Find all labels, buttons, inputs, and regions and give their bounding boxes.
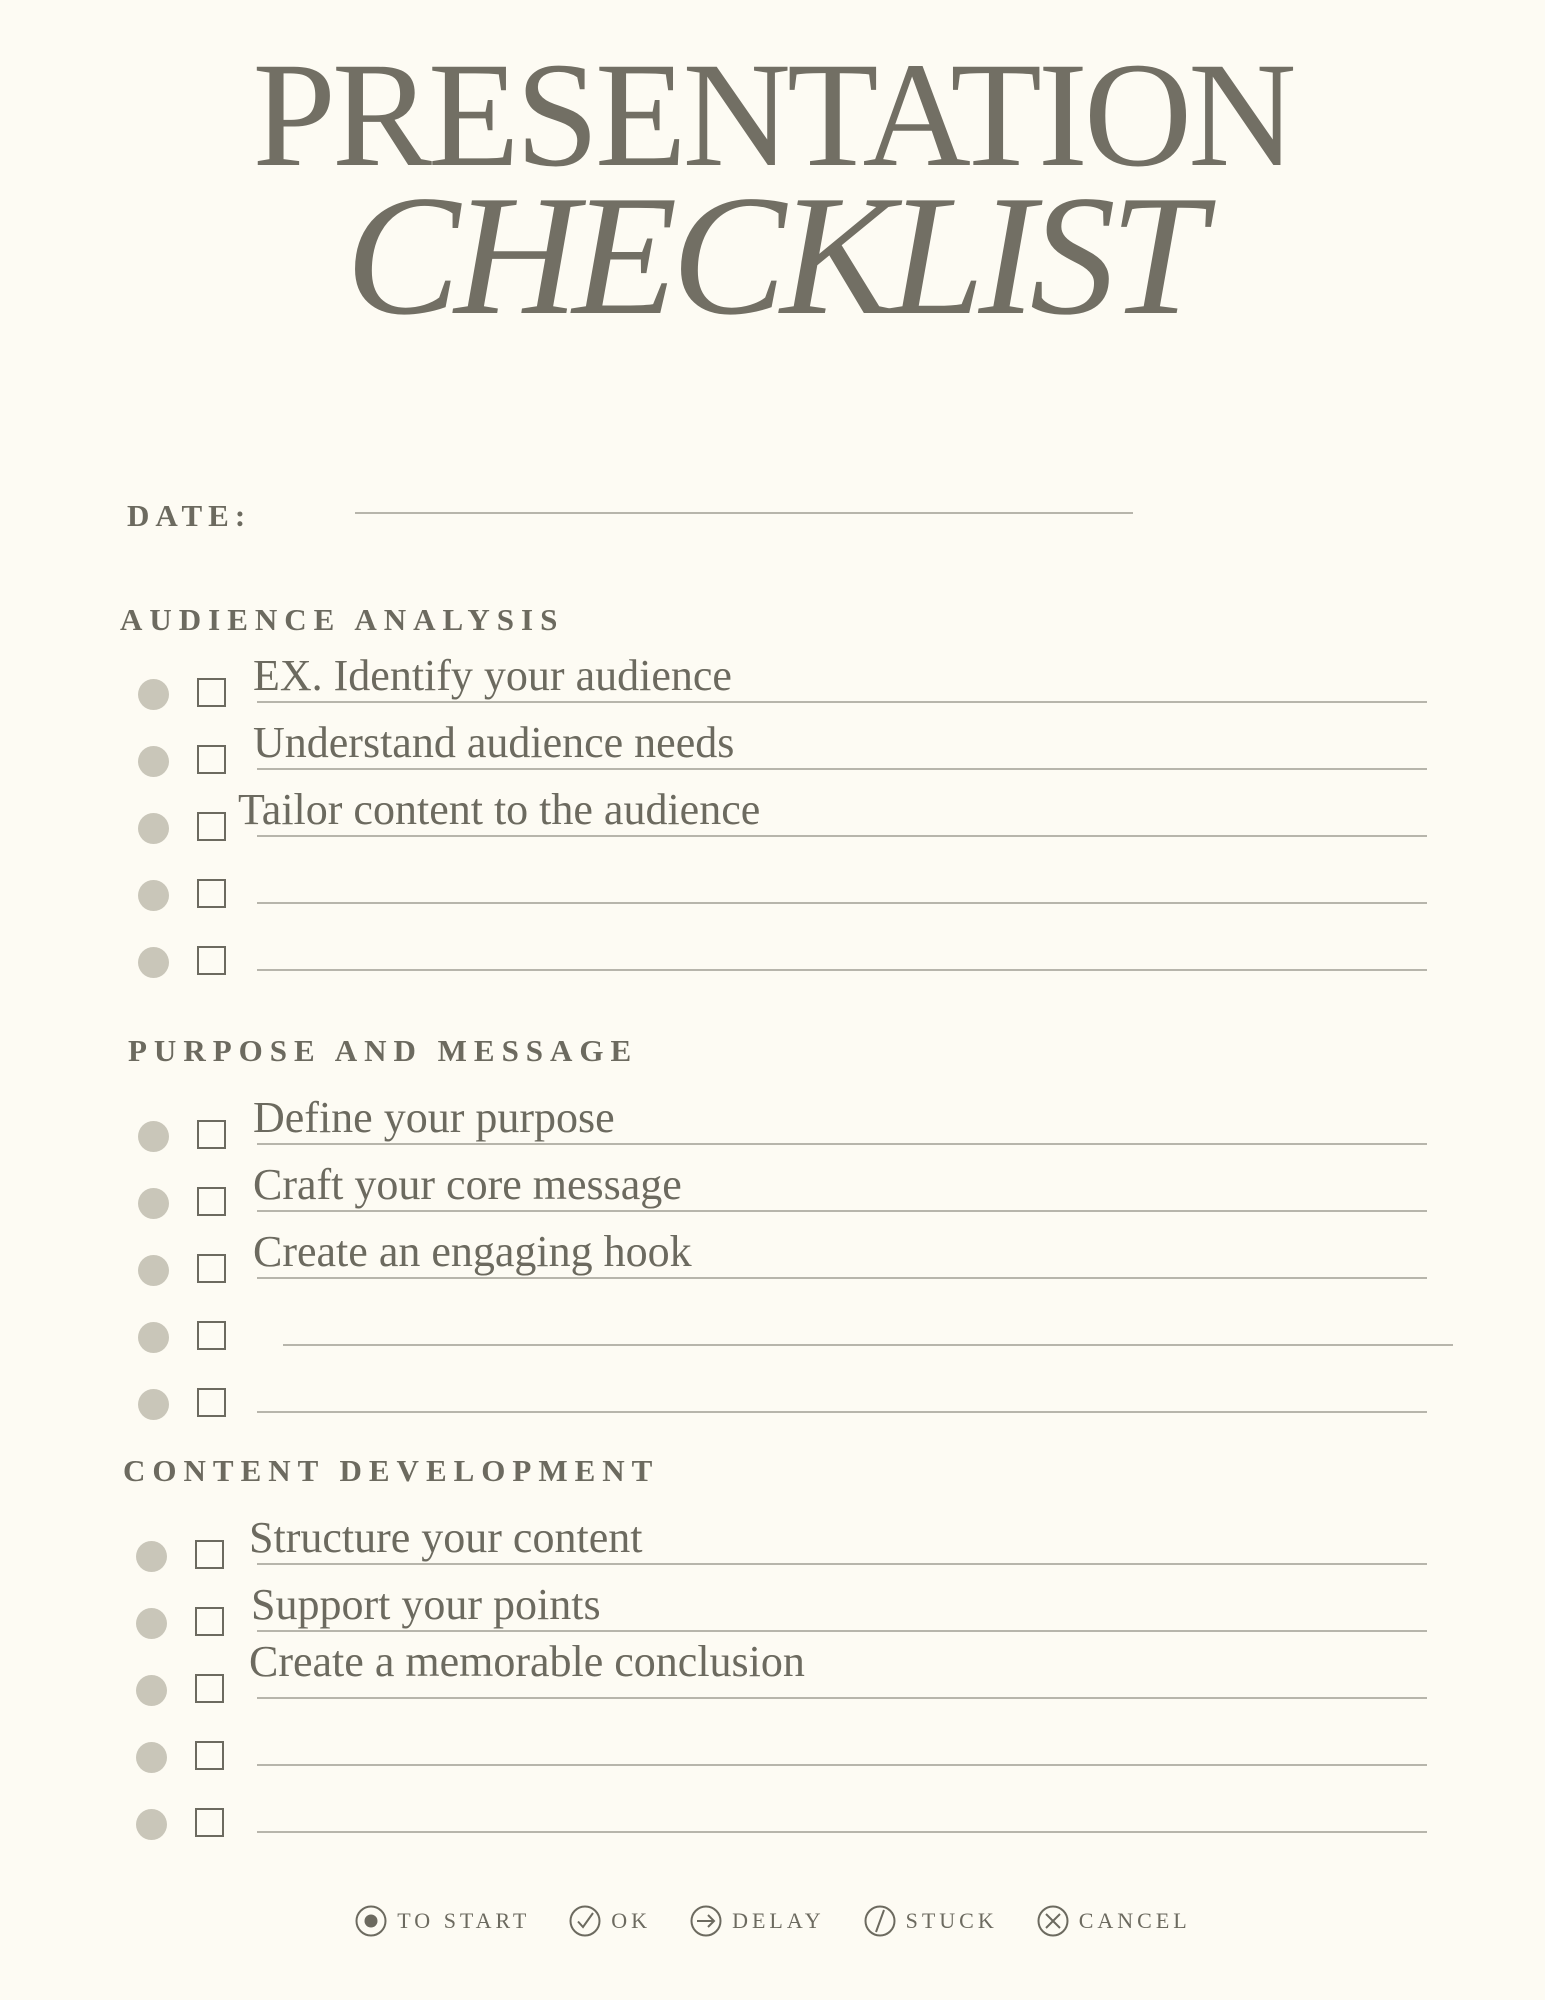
bullet-dot bbox=[138, 1255, 169, 1286]
legend-label: CANCEL bbox=[1078, 1908, 1191, 1933]
checkbox[interactable] bbox=[197, 812, 226, 841]
checklist-row bbox=[0, 718, 1545, 797]
task-text: Understand audience needs bbox=[253, 718, 735, 767]
legend-label: DELAY bbox=[732, 1908, 825, 1933]
task-text: EX. Identify your audience bbox=[253, 651, 732, 700]
bullet-dot bbox=[138, 1121, 169, 1152]
write-line[interactable] bbox=[283, 1344, 1453, 1346]
write-line[interactable] bbox=[257, 1210, 1427, 1212]
write-line[interactable] bbox=[257, 701, 1427, 703]
write-line[interactable] bbox=[257, 1143, 1427, 1145]
write-line[interactable] bbox=[257, 768, 1427, 770]
bullet-dot bbox=[138, 880, 169, 911]
task-text: Tailor content to the audience bbox=[238, 785, 761, 834]
checkbox[interactable] bbox=[195, 1808, 224, 1837]
checkbox[interactable] bbox=[197, 745, 226, 774]
title-line-1: PRESENTATION bbox=[252, 32, 1293, 198]
write-line[interactable] bbox=[257, 1764, 1427, 1766]
legend-item-delay bbox=[689, 1904, 825, 1938]
task-text: Support your points bbox=[251, 1580, 601, 1629]
bullet-dot bbox=[136, 1608, 167, 1639]
arrow-circle-icon bbox=[689, 1904, 723, 1938]
bullet-dot bbox=[138, 1389, 169, 1420]
checklist-row bbox=[0, 651, 1545, 730]
legend-item-stuck bbox=[863, 1904, 998, 1938]
checkbox[interactable] bbox=[195, 1540, 224, 1569]
status-legend bbox=[0, 1904, 1545, 1938]
bullet-dot bbox=[136, 1809, 167, 1840]
checklist-row bbox=[0, 1313, 1545, 1373]
x-circle-icon bbox=[1036, 1904, 1070, 1938]
checklist-row bbox=[0, 871, 1545, 931]
write-line[interactable] bbox=[257, 902, 1427, 904]
legend-label: OK bbox=[611, 1908, 652, 1933]
check-circle-icon bbox=[568, 1904, 602, 1938]
write-line[interactable] bbox=[257, 969, 1427, 971]
bullet-dot bbox=[138, 1188, 169, 1219]
date-field-line[interactable] bbox=[355, 512, 1133, 514]
date-label: DATE: bbox=[127, 498, 252, 533]
checkbox[interactable] bbox=[197, 946, 226, 975]
write-line[interactable] bbox=[257, 1630, 1427, 1632]
checkbox[interactable] bbox=[195, 1741, 224, 1770]
legend-label: STUCK bbox=[905, 1908, 998, 1933]
checklist-row bbox=[0, 1800, 1545, 1860]
write-line[interactable] bbox=[257, 1563, 1427, 1565]
section-heading-audience-analysis: AUDIENCE ANALYSIS bbox=[120, 602, 565, 637]
dot-circle-icon bbox=[354, 1904, 388, 1938]
bullet-dot bbox=[138, 813, 169, 844]
write-line[interactable] bbox=[257, 1831, 1427, 1833]
bullet-dot bbox=[138, 746, 169, 777]
bullet-dot bbox=[136, 1675, 167, 1706]
checklist-row bbox=[0, 1513, 1545, 1592]
write-line[interactable] bbox=[257, 1697, 1427, 1699]
checklist-row bbox=[0, 785, 1545, 864]
write-line[interactable] bbox=[257, 835, 1427, 837]
checklist-row bbox=[0, 1227, 1545, 1306]
checkbox[interactable] bbox=[197, 1187, 226, 1216]
checkbox[interactable] bbox=[197, 1254, 226, 1283]
write-line[interactable] bbox=[257, 1411, 1427, 1413]
checklist-row bbox=[0, 938, 1545, 998]
legend-item-to-start bbox=[354, 1904, 530, 1938]
checkbox[interactable] bbox=[197, 1120, 226, 1149]
task-text: Define your purpose bbox=[253, 1093, 615, 1142]
bullet-dot bbox=[138, 1322, 169, 1353]
checklist-row bbox=[0, 1637, 1545, 1726]
checklist-row bbox=[0, 1093, 1545, 1172]
bullet-dot bbox=[136, 1742, 167, 1773]
bullet-dot bbox=[138, 679, 169, 710]
checkbox[interactable] bbox=[197, 678, 226, 707]
bullet-dot bbox=[138, 947, 169, 978]
checklist-row bbox=[0, 1733, 1545, 1793]
legend-label: TO START bbox=[397, 1908, 531, 1933]
section-heading-purpose-and-message: PURPOSE AND MESSAGE bbox=[128, 1033, 639, 1068]
checkbox[interactable] bbox=[195, 1674, 224, 1703]
task-text: Craft your core message bbox=[253, 1160, 682, 1209]
slash-circle-icon bbox=[863, 1904, 897, 1938]
write-line[interactable] bbox=[257, 1277, 1427, 1279]
task-text: Create a memorable conclusion bbox=[249, 1637, 805, 1686]
legend-item-ok bbox=[568, 1904, 651, 1938]
task-text: Create an engaging hook bbox=[253, 1227, 692, 1276]
checkbox[interactable] bbox=[197, 1388, 226, 1417]
checkbox[interactable] bbox=[197, 879, 226, 908]
checkbox[interactable] bbox=[197, 1321, 226, 1350]
task-text: Structure your content bbox=[249, 1513, 643, 1562]
section-heading-content-development: CONTENT DEVELOPMENT bbox=[123, 1453, 660, 1488]
legend-item-cancel bbox=[1036, 1904, 1191, 1938]
checkbox[interactable] bbox=[195, 1607, 224, 1636]
checklist-row bbox=[0, 1380, 1545, 1440]
checklist-row bbox=[0, 1160, 1545, 1239]
bullet-dot bbox=[136, 1541, 167, 1572]
title-line-2: CHECKLIST bbox=[345, 161, 1200, 351]
